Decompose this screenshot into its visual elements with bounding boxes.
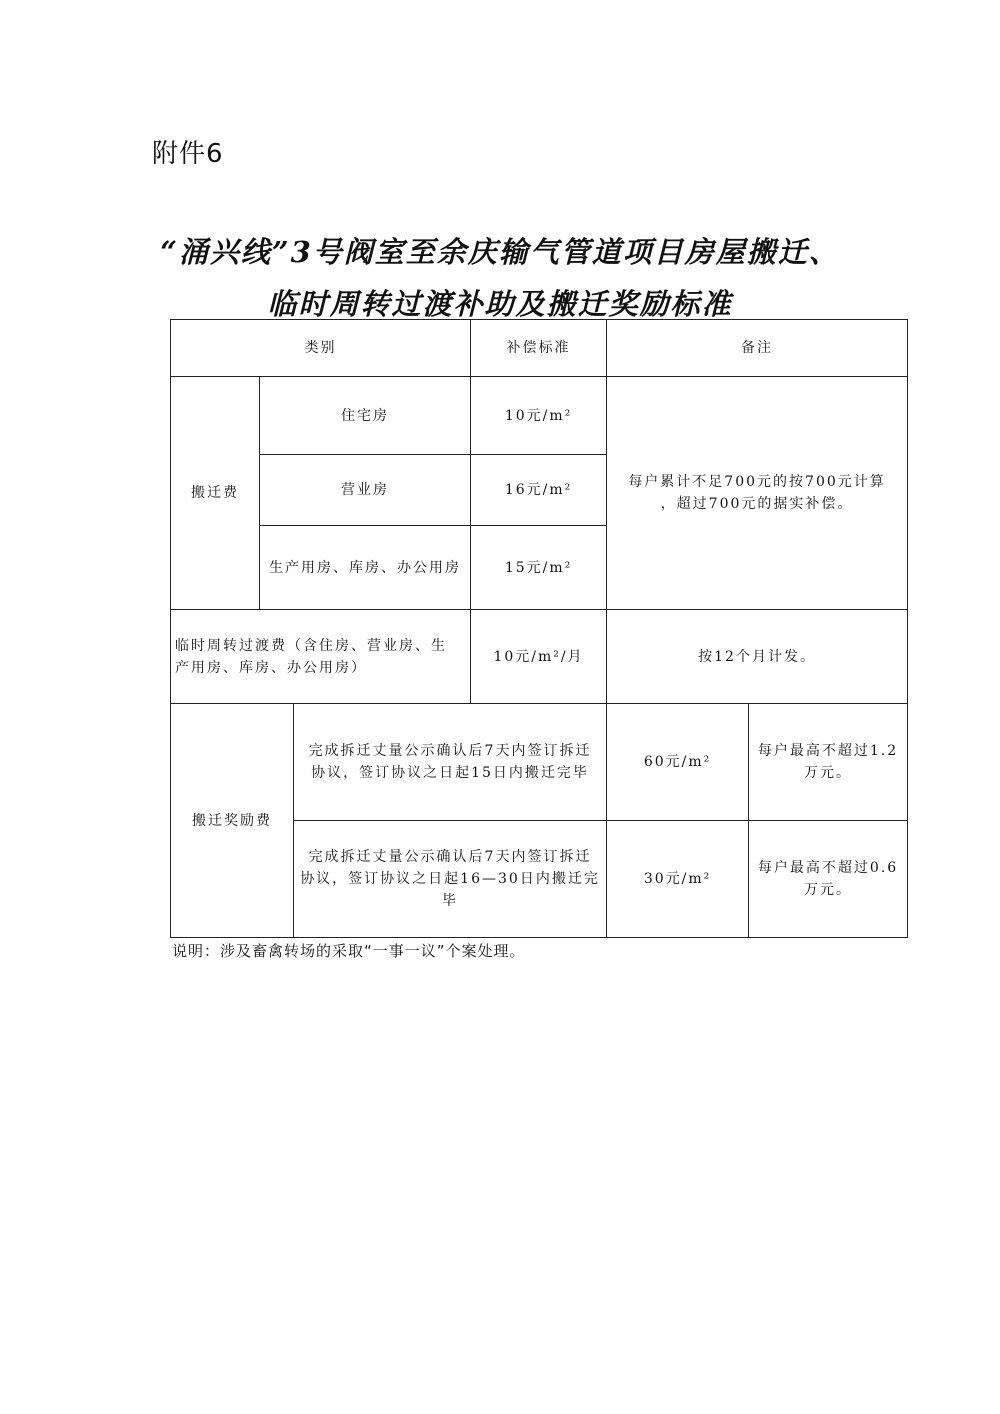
reward-remark-line-2: 万元。: [804, 765, 853, 781]
reward-fee-condition: [294, 821, 607, 938]
title-line-1: “涌兴线”3号阀室至余庆输气管道项目房屋搬迁、: [160, 235, 840, 269]
reward-fee-standard: 30元/m²: [607, 821, 749, 938]
reward-condition-line-1: 完成拆迁丈量公示确认后7天内签订拆迁: [308, 849, 592, 865]
table-row: [171, 377, 908, 455]
table-row: [171, 610, 908, 704]
reward-fee-remark: [749, 704, 908, 821]
reward-condition-line-2: 协议，签订协议之日起16—30日内搬迁完: [300, 871, 600, 887]
transition-fee-label: [171, 610, 471, 704]
reward-condition-line-3: 毕: [442, 893, 459, 909]
transition-fee-label-line-1: 临时周转过渡费（含住房、营业房、生: [175, 637, 447, 654]
reward-fee-standard: 60元/m²: [607, 704, 749, 821]
table-row: [171, 704, 908, 821]
title-line-2: 临时周转过渡补助及搬迁奖励标准: [267, 287, 733, 321]
moving-fee-standard: 16元/m²: [471, 455, 607, 526]
compensation-table: [170, 319, 908, 938]
moving-fee-type: 营业房: [260, 455, 471, 526]
attachment-label: 附件6: [152, 139, 224, 169]
transition-fee-standard: 10元/m²/月: [471, 610, 607, 704]
moving-fee-standard: 15元/m²: [471, 526, 607, 610]
header-remark: 备注: [607, 320, 908, 377]
reward-remark-line-1: 每户最高不超过0.6: [757, 860, 899, 876]
reward-remark-line-2: 万元。: [804, 882, 853, 898]
moving-fee-label: 搬迁费: [171, 377, 260, 610]
header-standard: 补偿标准: [471, 320, 607, 377]
reward-condition-line-2: 协议，签订协议之日起15日内搬迁完毕: [311, 765, 589, 781]
reward-fee-label: 搬迁奖励费: [171, 704, 294, 938]
moving-fee-remark: [607, 377, 908, 610]
reward-fee-remark: [749, 821, 908, 938]
table-header-row: [171, 320, 908, 377]
reward-fee-condition: [294, 704, 607, 821]
moving-fee-type: 住宅房: [260, 377, 471, 455]
footnote: 说明：涉及畜禽转场的采取“一事一议”个案处理。: [172, 942, 526, 960]
header-category: 类别: [171, 320, 471, 377]
moving-fee-standard: 10元/m²: [471, 377, 607, 455]
reward-condition-line-1: 完成拆迁丈量公示确认后7天内签订拆迁: [308, 743, 592, 759]
moving-fee-remark-line-1: 每户累计不足700元的按700元计算: [628, 474, 886, 490]
document-title: [130, 226, 870, 330]
moving-fee-type: 生产用房、库房、办公用房: [260, 526, 471, 610]
transition-fee-remark: 按12个月计发。: [607, 610, 908, 704]
transition-fee-label-line-2: 产用房、库房、办公用房）: [175, 659, 367, 676]
moving-fee-remark-line-2: ，超过700元的据实补偿。: [660, 496, 854, 512]
reward-remark-line-1: 每户最高不超过1.2: [757, 743, 899, 759]
